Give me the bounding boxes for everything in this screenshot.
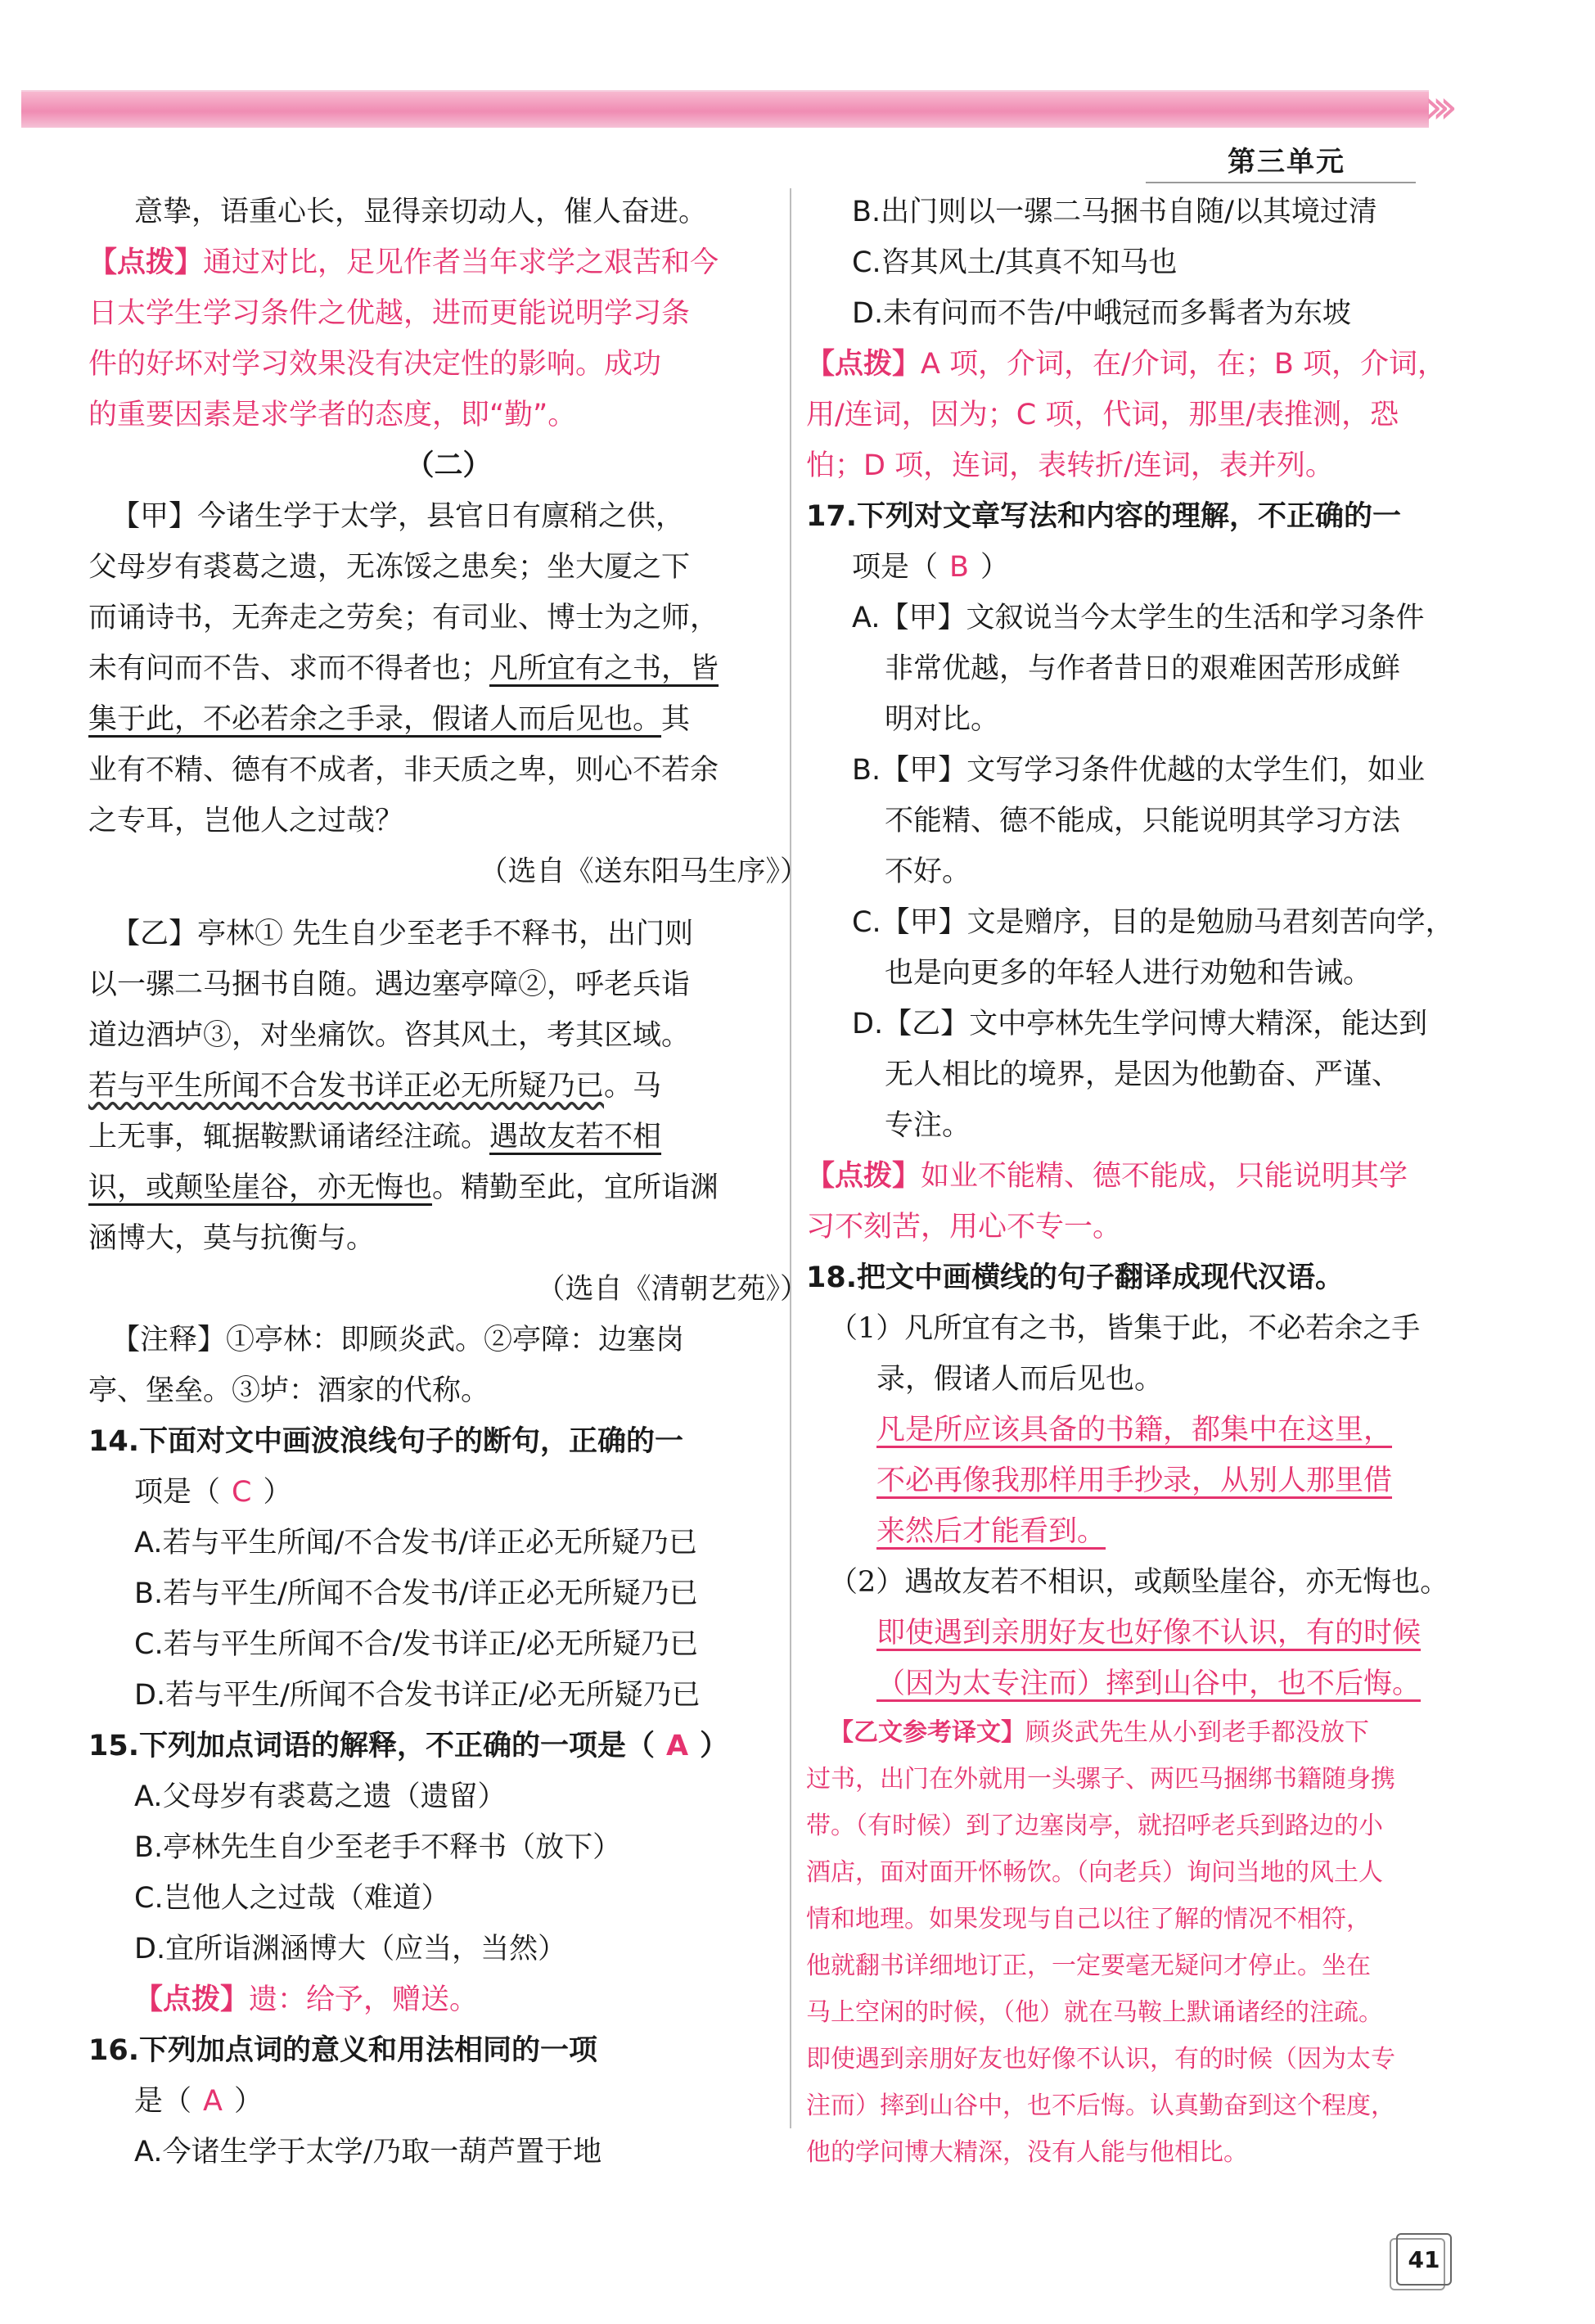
text-line: 意挚，语重心长，显得亲切动人，催人奋进。 (134, 196, 708, 228)
tip-paragraph: 【点拨】遗：给予，赠送。 (134, 1983, 479, 2016)
question-15: 15.下列加点词语的解释，不正确的一项是（ A ） (88, 1730, 729, 1762)
passage-jia-line: 业有不精、德有不成者，非天质之卑，则心不若余 (88, 754, 719, 787)
passage-yi-line: 道边酒垆③，对坐痛饮。咨其风土，考其区域。 (88, 1019, 691, 1052)
translation-paragraph: 【乙文参考译文】顾炎武先生从小到老手都没放下 (829, 1718, 1369, 1747)
option-c: C.【甲】文是赠序，目的是勉励马君刻苦向学， (852, 906, 1454, 939)
passage-yi-line: 以一骡二马捆书自随。遇边塞亭障②，呼老兵诣 (88, 968, 691, 1001)
translation-line: 他的学问博大精深，没有人能与他相比。 (806, 2138, 1248, 2167)
option-a: A.【甲】文叙说当今太学生的生活和学习条件 (852, 602, 1425, 634)
right-column (806, 187, 1526, 2176)
option-line: 无人相比的境界，是因为他勤奋、严谨、 (885, 1058, 1401, 1091)
translation-line: 带。（有时候）到了边塞岗亭，就招呼老兵到路边的小 (806, 1812, 1383, 1840)
annotation-line: 【注释】①亭林：即顾炎武。②亭障：边塞岗 (111, 1324, 685, 1356)
question-line: （1）凡所宜有之书，皆集于此，不必若余之手 (829, 1312, 1421, 1345)
source-citation: （选自《清朝艺苑》） (536, 1273, 809, 1306)
option-line: 不好。 (885, 855, 971, 888)
wavy-sentence: 若与平生所闻不合发书详正必无所疑乃已 (88, 1070, 605, 1103)
translation-line: 过书，出门在外就用一头骡子、两匹马捆绑书籍随身携 (806, 1765, 1395, 1794)
tip-paragraph: 【点拨】A 项，介词，在/介词，在；B 项，介词， (806, 348, 1447, 381)
passage-jia-line: 而诵诗书，无奔走之劳矣；有司业、博士为之师， (88, 602, 719, 634)
passage-yi-line: 上无事，辄据鞍默诵诸经注疏。遇故友若不相 (88, 1121, 662, 1153)
question-18: 18.把文中画横线的句子翻译成现代汉语。 (806, 1261, 1345, 1294)
option-a: A.若与平生所闻/不合发书/详正必无所疑乃已 (134, 1527, 698, 1559)
question-line: 录，假诸人而后见也。 (876, 1363, 1164, 1396)
tip-line: 的重要因素是求学者的态度，即“勤”。 (88, 399, 577, 431)
translation-line: 注而）摔到山谷中，也不后悔。认真勤奋到这个程度， (806, 2092, 1395, 2120)
option-d: D.宜所诣渊涵博大（应当，当然） (134, 1933, 567, 1965)
underlined-sentence: 集于此，不必若余之手录，假诸人而后见也。 (88, 703, 662, 736)
option-line: 非常优越，与作者昔日的艰难困苦形成鲜 (885, 652, 1401, 685)
answer-line: 不必再像我那样用手抄录，从别人那里借 (876, 1464, 1393, 1497)
option-b: B.若与平生/所闻不合发书/详正必无所疑乃已 (134, 1577, 698, 1610)
passage-jia-line: 集于此，不必若余之手录，假诸人而后见也。其 (88, 703, 691, 736)
page-number: 41 (1396, 2233, 1452, 2286)
chevron-right-icon: ››› (1424, 79, 1447, 134)
question-17: 17.下列对文章写法和内容的理解，不正确的一 (806, 500, 1402, 533)
passage-jia-line: 未有问而不告、求而不得者也；凡所宜有之书，皆 (88, 652, 719, 685)
option-c: C.咨其风土/其真不知马也 (852, 246, 1178, 279)
question-line: （2）遇故友若不相识，或颠坠崖谷，亦无悔也。 (829, 1566, 1449, 1599)
header-decoration-band (21, 90, 1429, 128)
section-heading: （二） (405, 449, 492, 482)
tip-line: 件的好坏对学习效果没有决定性的影响。成功 (88, 348, 662, 381)
answer-mark: B (949, 551, 970, 584)
question-line: 是（ A ） (134, 2085, 263, 2118)
answer-mark: A (203, 2085, 223, 2118)
underlined-sentence: 识，或颠坠崖谷，亦无悔也 (88, 1171, 433, 1204)
option-d: D.【乙】文中亭林先生学问博大精深，能达到 (852, 1008, 1428, 1040)
option-c: C.岂他人之过哉（难道） (134, 1882, 450, 1915)
tip-paragraph: 【点拨】通过对比，足见作者当年求学之艰苦和今 (88, 246, 719, 279)
passage-yi-line: 涵博大，莫与抗衡与。 (88, 1222, 376, 1255)
answer-line: （因为太专注而）摔到山谷中，也不后悔。 (876, 1667, 1422, 1700)
answer-line: 凡是所应该具备的书籍，都集中在这里， (876, 1414, 1393, 1446)
option-d: D.未有问而不告/中峨冠而多髯者为东坡 (852, 297, 1351, 330)
answer-line: 即使遇到亲朋好友也好像不认识，有的时候 (876, 1617, 1422, 1649)
option-line: 专注。 (885, 1109, 971, 1142)
tip-line: 习不刻苦，用心不专一。 (806, 1211, 1122, 1243)
answer-mark: C (232, 1476, 252, 1509)
question-line: 项是（ B ） (852, 551, 1010, 584)
tip-tag: 【点拨】 (88, 246, 204, 279)
underlined-sentence: 凡所宜有之书，皆 (489, 652, 719, 685)
tip-line: 怕；D 项，连词，表转折/连词，表并列。 (806, 449, 1334, 482)
option-b: B.出门则以一骡二马捆书自随/以其境过清 (852, 196, 1377, 228)
question-16: 16.下列加点词的意义和用法相同的一项 (88, 2034, 598, 2067)
passage-yi-line: 【乙】亭林① 先生自少至老手不释书，出门则 (111, 918, 694, 950)
option-line: 也是向更多的年轻人进行劝勉和告诫。 (885, 957, 1372, 990)
passage-jia-line: 【甲】今诸生学于太学，县官日有廪稍之供， (111, 500, 685, 533)
option-a: A.今诸生学于太学/乃取一葫芦置于地 (134, 2136, 602, 2168)
option-line: 不能精、德不能成，只能说明其学习方法 (885, 805, 1401, 837)
tip-paragraph: 【点拨】如业不能精、德不能成，只能说明其学 (806, 1160, 1408, 1193)
translation-line: 他就翻书详细地订正，一定要毫无疑问才停止。坐在 (806, 1952, 1371, 1980)
tip-line: 用/连词，因为；C 项，代词，那里/表推测，恐 (806, 399, 1399, 431)
question-14: 14.下面对文中画波浪线句子的断句，正确的一 (88, 1425, 684, 1458)
unit-label: 第三单元 (1228, 146, 1345, 178)
passage-jia-line: 父母岁有裘葛之遗，无冻馁之患矣；坐大厦之下 (88, 551, 691, 584)
answer-mark: A (666, 1730, 689, 1762)
answer-line: 来然后才能看到。 (876, 1515, 1106, 1548)
header-divider (1146, 182, 1416, 183)
passage-jia-line: 之专耳，岂他人之过哉？ (88, 805, 404, 837)
underlined-sentence: 遇故友若不相 (489, 1121, 662, 1153)
annotation-line: 亭、堡垒。③垆：酒家的代称。 (88, 1374, 490, 1407)
translation-line: 情和地理。如果发现与自己以往了解的情况不相符， (806, 1905, 1371, 1934)
left-column (88, 187, 809, 2177)
tip-line: 日太学生学习条件之优越，进而更能说明学习条 (88, 297, 691, 330)
option-b: B.【甲】文写学习条件优越的太学生们，如业 (852, 754, 1426, 787)
option-b: B.亭林先生自少至老手不释书（放下） (134, 1831, 622, 1864)
question-line: 项是（ C ） (134, 1476, 292, 1509)
option-c: C.若与平生所闻不合/发书详正/必无所疑乃已 (134, 1628, 699, 1661)
translation-line: 酒店，面对面开怀畅饮。（向老兵）询问当地的风土人 (806, 1858, 1383, 1887)
translation-line: 马上空闲的时候，（他）就在马鞍上默诵诸经的注疏。 (806, 1998, 1383, 2027)
source-citation: （选自《送东阳马生序》） (479, 855, 809, 888)
option-a: A.父母岁有裘葛之遗（遗留） (134, 1780, 507, 1813)
option-line: 明对比。 (885, 703, 1000, 736)
passage-yi-line: 识，或颠坠崖谷，亦无悔也。精勤至此，宜所诣渊 (88, 1171, 719, 1204)
option-d: D.若与平生/所闻不合发书详正/必无所疑乃已 (134, 1679, 701, 1712)
translation-line: 即使遇到亲朋好友也好像不认识，有的时候（因为太专 (806, 2045, 1395, 2074)
passage-yi-line: 若与平生所闻不合发书详正必无所疑乃已。马 (88, 1070, 662, 1103)
